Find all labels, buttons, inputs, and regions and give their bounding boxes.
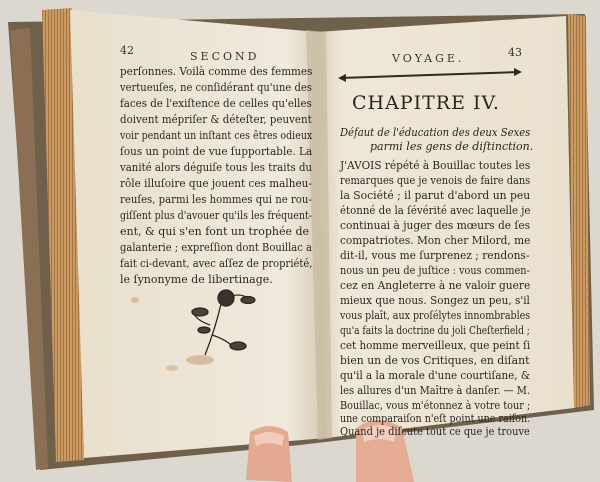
left-line: galanterie ; expreſſion dont Bouillac a <box>120 241 312 254</box>
left-page-number: 42 <box>120 44 134 57</box>
chapter-subtitle-line: Défaut de l'éducation des deux Sexes <box>340 126 531 139</box>
right-line: Bouillac, vous m'étonnez à votre tour ; <box>340 399 531 412</box>
right-line: dit-il, vous me ſurprenez ; rendons- <box>340 249 530 262</box>
left-line: rôle illuſoire que jouent ces malheu- <box>120 177 312 190</box>
right-line: les allures d'un Maître à danſer. — M. <box>340 384 531 397</box>
right-line: cet homme merveilleux, que peint ſi <box>340 339 531 352</box>
right-line: remarques que je venois de faire dans <box>340 174 531 187</box>
right-line: vous plaît, aux proſélytes innombrables <box>340 309 531 322</box>
right-line: Quand je diſcute tout ce que je trouve <box>340 425 530 438</box>
right-line: la Société ; il parut d'abord un peu <box>340 189 531 202</box>
right-line: continuai à juger des mœurs de ſes <box>340 219 531 232</box>
left-line: le ſynonyme de libertinage. <box>120 273 273 286</box>
right-page-number: 43 <box>508 46 522 59</box>
left-running-head: SECOND <box>190 50 260 63</box>
left-line: doivent mépriſer & déteſter, peuvent <box>120 113 312 126</box>
left-line: perſonnes. Voilà comme des femmes <box>120 65 313 78</box>
right-line: nous un peu de juſtice : vous commen- <box>340 264 530 277</box>
left-line: ent, & qui s'en font un trophée de <box>120 225 310 238</box>
right-line: cez en Angleterre à ne valoir guere <box>340 279 531 292</box>
left-line: fait ci-devant, avec aſſez de propriété, <box>120 257 313 270</box>
left-line: voir pendant un inſtant ces êtres odieux <box>120 129 313 142</box>
left-line: faces de l'exiſtence de celles qu'elles <box>120 97 312 110</box>
right-line: mieux que nous. Songez un peu, s'il <box>340 294 530 307</box>
left-line: vanité alors déguiſe tous les traits du <box>120 161 313 174</box>
chapter-title: CHAPITRE IV. <box>352 92 500 114</box>
right-line: compatriotes. Mon cher Milord, me <box>340 234 531 247</box>
right-line: bien un de vos Critiques, en diſant <box>340 354 530 367</box>
right-line: une comparaiſon n'eſt point une raiſon. <box>340 412 531 425</box>
left-line: reuſes, parmi les hommes qui ne rou- <box>120 193 312 206</box>
right-line: J'AVOIS répété à Bouillac toutes les <box>340 159 531 172</box>
right-running-head: VOYAGE. <box>392 52 465 65</box>
left-line: vertueuſes, ne conſidérant qu'une des <box>120 81 312 94</box>
right-line: qu'a faits la doctrine du joli Cheſterfield ; <box>340 324 530 337</box>
left-line: giſſent plus d'avouer qu'ils les fréquent- <box>120 209 313 222</box>
chapter-subtitle-line: parmi les gens de diſtinction. <box>370 140 534 153</box>
left-line: ſous un point de vue ſupportable. La <box>120 145 313 158</box>
right-line: étonné de la ſévérité avec laquelle je <box>340 204 531 217</box>
right-line: qu'il a la morale d'une courtiſane, & <box>340 369 531 382</box>
